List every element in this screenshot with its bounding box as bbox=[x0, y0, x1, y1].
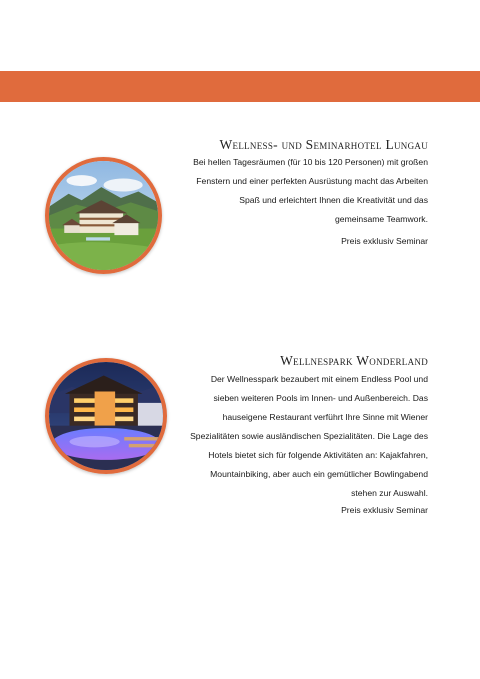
price-note: Preis exklusiv Seminar bbox=[341, 505, 428, 515]
section-title: Wellness- und Seminarhotel Lungau bbox=[219, 137, 428, 152]
price-note: Preis exklusiv Seminar bbox=[341, 236, 428, 246]
text-line: Spezialitäten sowie ausländischen Spezialitäten. Die Lage des bbox=[190, 431, 428, 441]
text-line: Der Wellnesspark bezaubert mit einem Endless Pool und bbox=[210, 374, 428, 384]
text-line: stehen zur Auswahl. bbox=[351, 488, 428, 498]
text-line: Hotels bietet sich für folgende Aktivitäten an: Kajakfahren, bbox=[208, 450, 428, 460]
header-band bbox=[0, 71, 480, 102]
text-line: Bei hellen Tagesräumen (für 10 bis 120 Personen) mit großen bbox=[193, 157, 428, 167]
section-description bbox=[190, 370, 428, 503]
text-line: Mountainbiking, aber auch ein gemütlicher Bowlingabend bbox=[210, 469, 428, 479]
text-line: Spaß und erleichtert Ihnen die Kreativität und das bbox=[239, 195, 428, 205]
text-line: sieben weiteren Pools im Innen- und Außenbereich. Das bbox=[213, 393, 428, 403]
text-line: Fenstern und einer perfekten Ausrüstung macht das Arbeiten bbox=[196, 176, 428, 186]
wellness-pool-night-photo bbox=[45, 358, 167, 474]
section-description bbox=[193, 153, 428, 229]
text-line: hauseigene Restaurant verführt Ihre Sinne mit Wiener bbox=[222, 412, 428, 422]
hotel-mountain-photo bbox=[45, 157, 162, 274]
section-title: Wellnespark Wonderland bbox=[280, 353, 428, 368]
text-line: gemeinsame Teamwork. bbox=[335, 214, 428, 224]
